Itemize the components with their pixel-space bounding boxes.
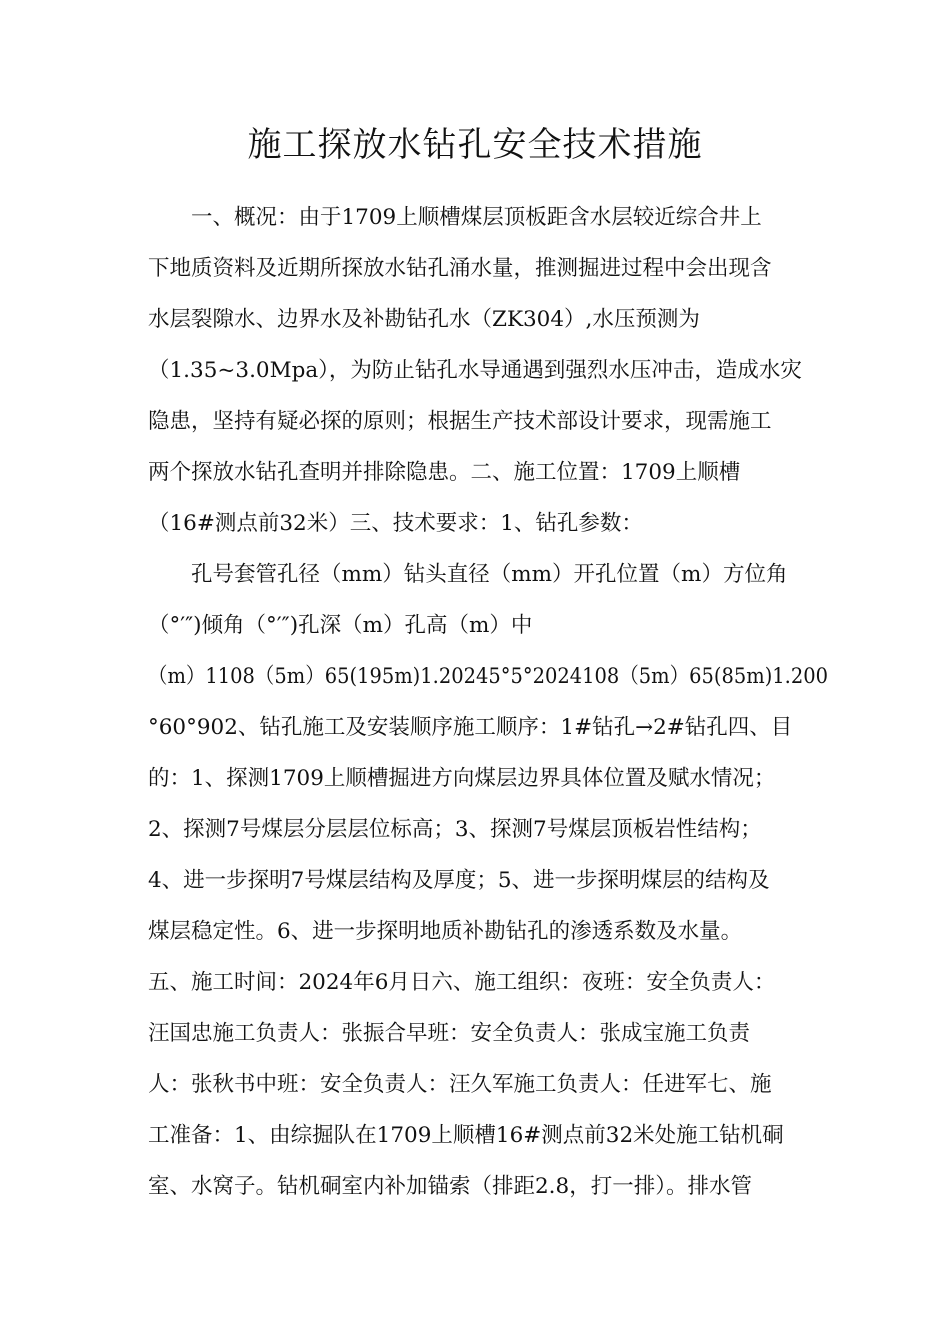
text-line: 的：1、探测1709上顺槽掘进方向煤层边界具体位置及赋水情况；	[148, 766, 776, 791]
text-line: 下地质资料及近期所探放水钻孔涌水量，推测掘进过程中会出现含	[148, 256, 772, 281]
text-line: （m）1108（5m）65(195m)1.20245°5°2024108（5m）65(85m)1.200	[148, 664, 829, 689]
text-line: 隐患，坚持有疑必探的原则；根据生产技术部设计要求，现需施工	[148, 409, 772, 434]
text-line: 室、水窝子。钻机硐室内补加锚索（排距2.8，打一排）。排水管	[148, 1174, 752, 1199]
text-line: 五、施工时间：2024年6月日六、施工组织：夜班：安全负责人：	[148, 970, 776, 995]
text-line: 4、进一步探明7号煤层结构及厚度；5、进一步探明煤层的结构及	[148, 868, 770, 893]
text-line: °60°902、钻孔施工及安装顺序施工顺序：1#钻孔→2#钻孔四、目	[148, 715, 793, 740]
text-line: 工准备：1、由综掘队在1709上顺槽16#测点前32米处施工钻机硐	[148, 1123, 784, 1148]
text-line: 两个探放水钻孔查明并排除隐患。二、施工位置：1709上顺槽	[148, 460, 741, 485]
document-title: 施工探放水钻孔安全技术措施	[247, 125, 703, 165]
text-line: 煤层稳定性。6、进一步探明地质补勘钻孔的渗透系数及水量。	[148, 919, 743, 944]
text-line: 水层裂隙水、边界水及补勘钻孔水（ZK304）,水压预测为	[148, 307, 700, 332]
text-line: （1.35~3.0Mpa），为防止钻孔水导通遇到强烈水压冲击，造成水灾	[148, 358, 802, 383]
text-line: 一、概况：由于1709上顺槽煤层顶板距含水层较近综合井上	[191, 205, 762, 230]
text-line: 汪国忠施工负责人：张振合早班：安全负责人：张成宝施工负责	[148, 1021, 751, 1046]
text-line: 2、探测7号煤层分层层位标高；3、探测7号煤层顶板岩性结构；	[148, 817, 762, 842]
text-line: （16#测点前32米）三、技术要求：1、钻孔参数：	[148, 511, 643, 536]
text-line: 孔号套管孔径（mm）钻头直径（mm）开孔位置（m）方位角	[191, 562, 788, 587]
text-line: （°′″)倾角（°′″)孔深（m）孔高（m）中	[148, 613, 533, 638]
document-body	[148, 192, 828, 1212]
text-line: 人：张秋书中班：安全负责人：汪久军施工负责人：任进军七、施	[148, 1072, 772, 1097]
